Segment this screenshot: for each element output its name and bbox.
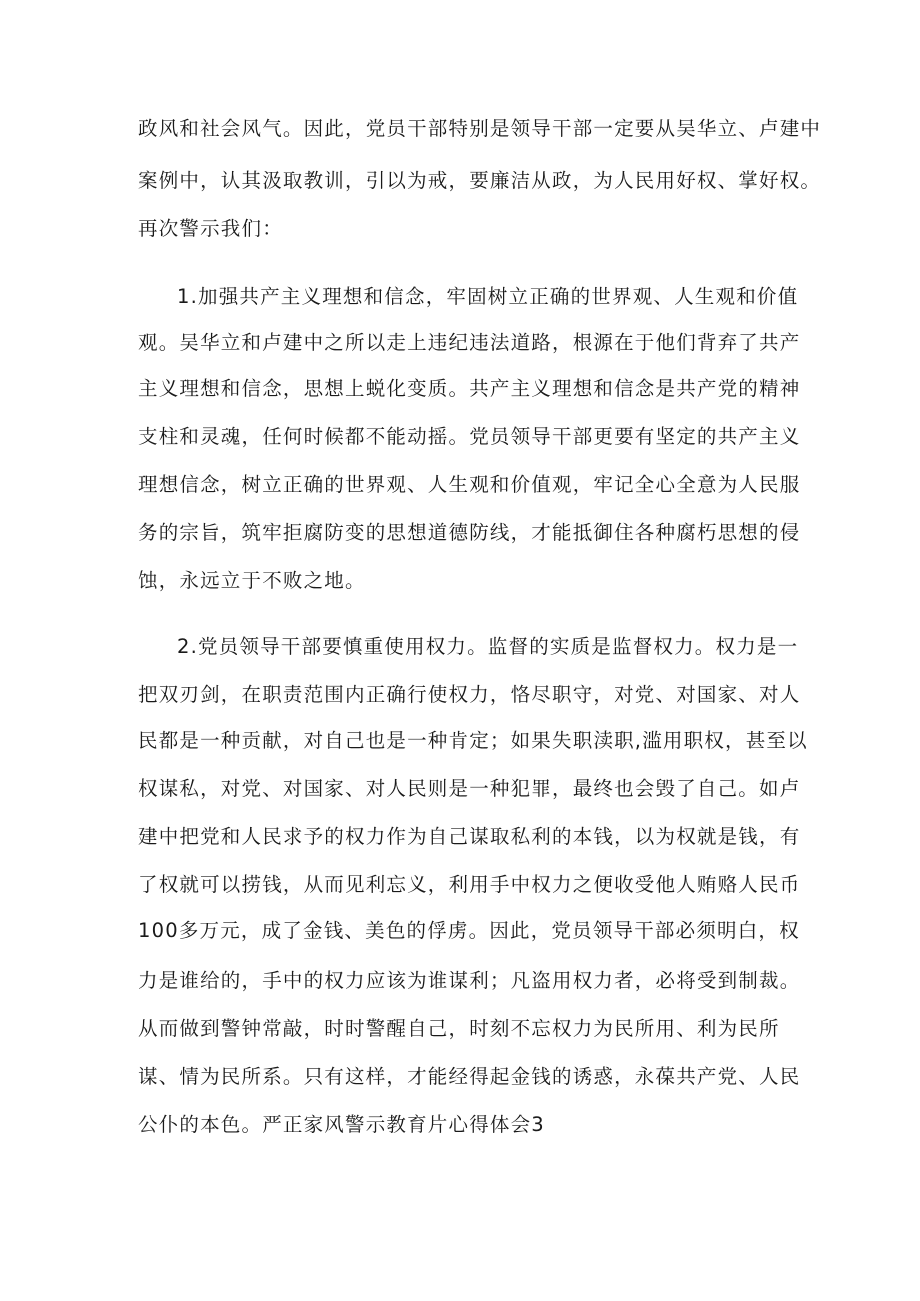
point2-line-11: 公仆的本色。严正家风警示教育片心得体会3 bbox=[138, 1113, 545, 1136]
intro-line-1: 政风和社会风气。因此，党员干部特别是领导干部一定要从吴华立、卢建中 bbox=[138, 117, 822, 140]
point2-line-10: 谋、情为民所系。只有这样，才能经得起金钱的诱惑，永葆共产党、人民 bbox=[138, 1065, 801, 1088]
intro-line-2: 案例中，认其汲取教训，引以为戒，要廉洁从政，为人民用好权、掌好权。 bbox=[138, 169, 822, 192]
point2-line-9: 从而做到警钟常敲，时时警醒自己，时刻不忘权力为民所用、利为民所 bbox=[138, 1017, 780, 1040]
point2-line-7: 100多万元，成了金钱、美色的俘虏。因此，党员领导干部必须明白，权 bbox=[138, 919, 800, 942]
point2-line-3: 民都是一种贡献，对自己也是一种肯定；如果失职渎职,滥用职权，甚至以 bbox=[138, 729, 808, 752]
point2-line-1: 2.党员领导干部要慎重使用权力。监督的实质是监督权力。权力是一 bbox=[177, 635, 799, 658]
point1-line-4: 支柱和灵魂，任何时候都不能动摇。党员领导干部更要有坚定的共产主义 bbox=[138, 425, 801, 448]
point2-line-8: 力是谁给的，手中的权力应该为谁谋利；凡盗用权力者，必将受到制裁。 bbox=[138, 969, 801, 992]
point2-line-2: 把双刃剑，在职责范围内正确行使权力，恪尽职守，对党、对国家、对人 bbox=[138, 683, 801, 706]
point2-line-5: 建中把党和人民求予的权力作为自己谋取私利的本钱，以为权就是钱，有 bbox=[138, 825, 801, 848]
point2-line-6: 了权就可以捞钱，从而见利忘义，利用手中权力之便收受他人贿赂人民币 bbox=[138, 873, 801, 896]
point1-line-6: 务的宗旨，筑牢拒腐防变的思想道德防线，才能抵御住各种腐朽思想的侵 bbox=[138, 521, 801, 544]
point1-line-3: 主义理想和信念，思想上蜕化变质。共产主义理想和信念是共产党的精神 bbox=[138, 377, 801, 400]
intro-line-3: 再次警示我们： bbox=[138, 217, 283, 240]
point2-line-4: 权谋私，对党、对国家、对人民则是一种犯罪，最终也会毁了自己。如卢 bbox=[138, 777, 801, 800]
point1-line-2: 观。吴华立和卢建中之所以走上违纪违法道路，根源在于他们背弃了共产 bbox=[138, 331, 801, 354]
point1-line-5: 理想信念，树立正确的世界观、人生观和价值观，牢记全心全意为人民服 bbox=[138, 473, 801, 496]
point1-line-1: 1.加强共产主义理想和信念，牢固树立正确的世界观、人生观和价值 bbox=[177, 285, 799, 308]
point1-line-7: 蚀，永远立于不败之地。 bbox=[138, 569, 366, 592]
